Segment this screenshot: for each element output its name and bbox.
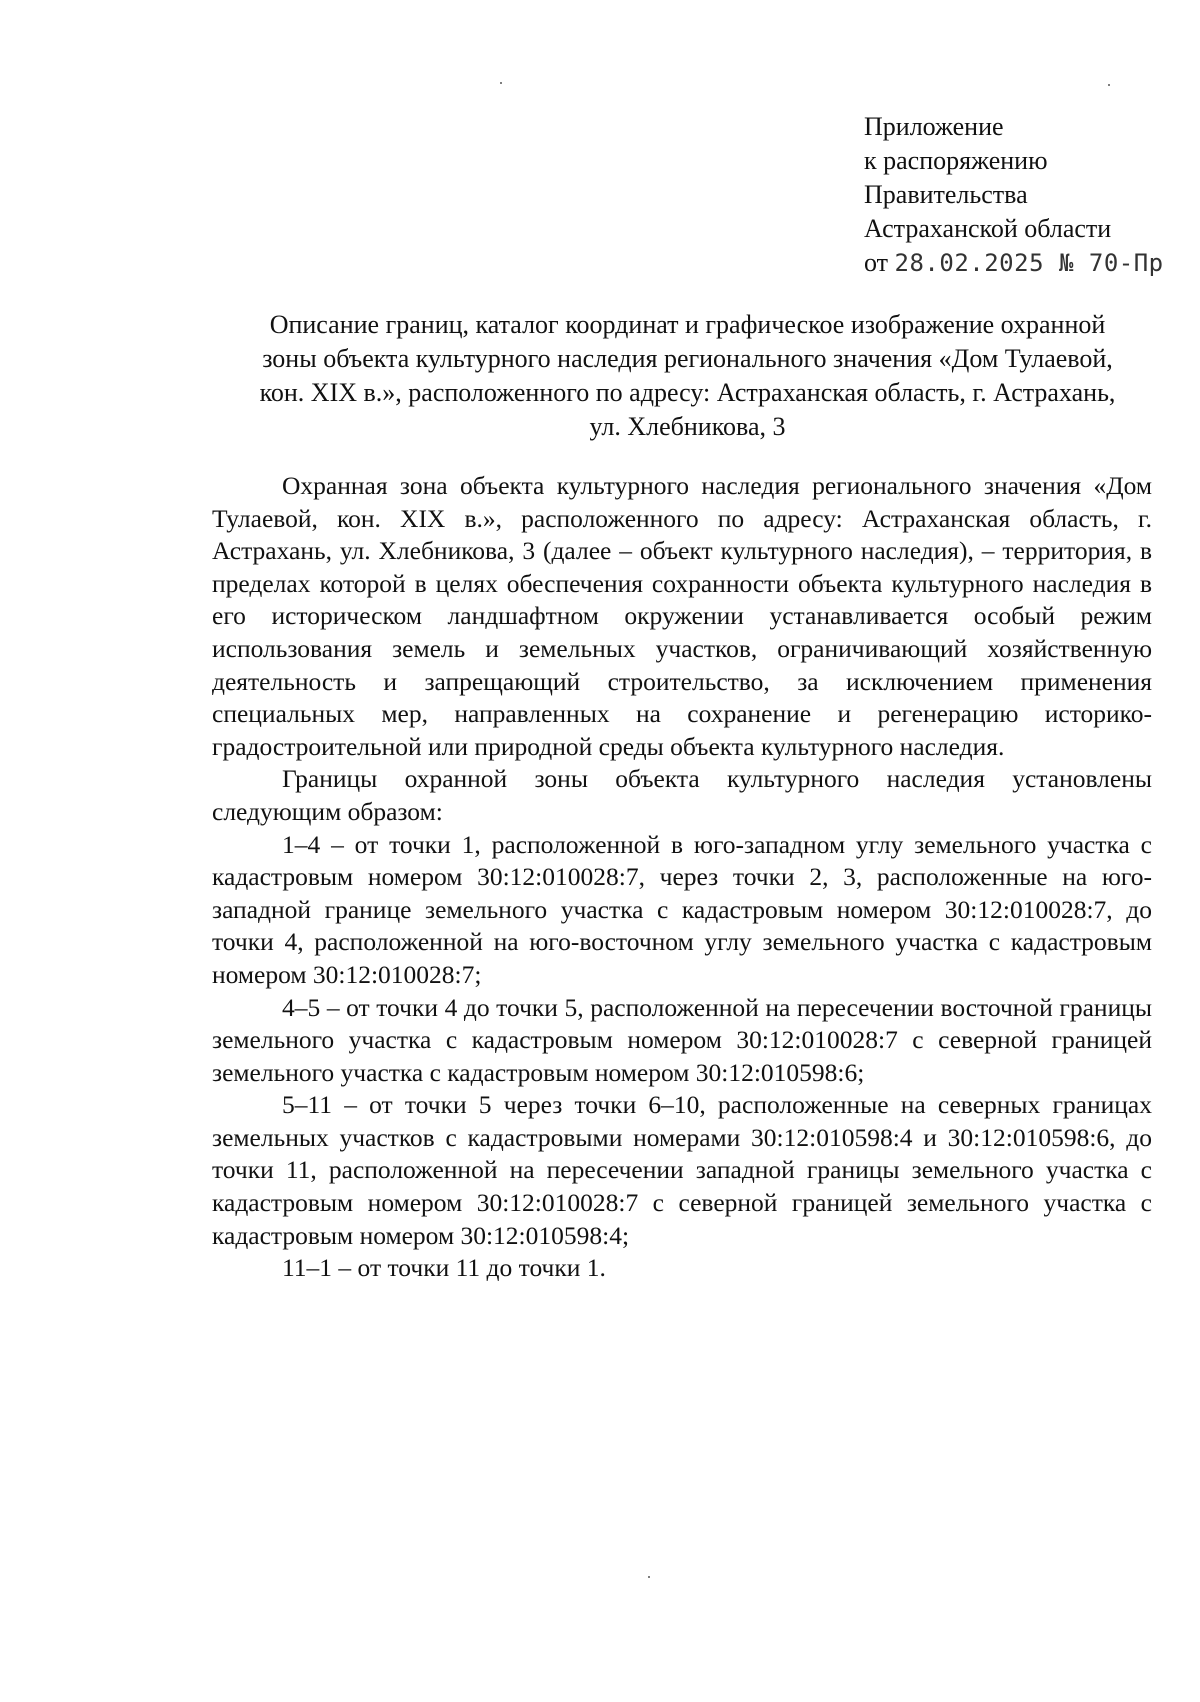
title-line: Описание границ, каталог координат и графическое изображение охранной	[269, 310, 1106, 339]
date-prefix: от	[864, 248, 889, 277]
appendix-line: Астраханской области	[864, 214, 1112, 243]
scan-speck	[500, 82, 502, 84]
document-title	[200, 308, 1175, 444]
title-line: кон. XIX в.», расположенного по адресу: Астраханская область, г. Астрахань,	[259, 378, 1116, 407]
document-body	[212, 470, 1152, 1285]
title-line: зоны объекта культурного наследия регионального значения «Дом Тулаевой,	[262, 344, 1113, 373]
scan-speck	[1108, 84, 1110, 86]
paragraph: 1–4 – от точки 1, расположенной в юго-западном углу земельного участка с кадастровым номером 30:12:010028:7, через точки 2, 3, расположенные на юго-западной границе земельного участка с кадастровым номером 30:12:010028:7, до точки 4, расположенной на юго-восточном углу земельного участка с кадастровым номером 30:12:010028:7;	[212, 829, 1152, 989]
paragraph: Охранная зона объекта культурного наследия регионального значения «Дом Тулаевой, кон. XIX в.», расположенного по адресу: Астраханская область, г. Астрахань, ул. Хлебникова, 3 (далее – объект культурного наследия), – территория, в пределах которой в целях обеспечения сохранности объекта культурного наследия в его историческом ландшафтном окружении устанавливается особый режим использования земель и земельных участков, ограничивающий хозяйственную деятельность и запрещающий строительство, за исключением применения специальных мер, направленных на сохранение и регенерацию историко-градостроительной или природной среды объекта культурного наследия.	[212, 471, 1152, 761]
date-stamp: 28.02.2025 № 70-Пр	[894, 249, 1164, 277]
title-line: ул. Хлебникова, 3	[589, 412, 786, 441]
paragraph: 4–5 – от точки 4 до точки 5, расположенной на пересечении восточной границы земельного участка с кадастровым номером 30:12:010028:7 с северной границей земельного участка с кадастровым номером 30:12:010598:6;	[212, 992, 1152, 1087]
scan-speck	[648, 1576, 650, 1578]
paragraph: Границы охранной зоны объекта культурного наследия установлены следующим образом:	[212, 764, 1152, 826]
paragraph: 11–1 – от точки 11 до точки 1.	[282, 1253, 606, 1283]
appendix-date-line	[864, 246, 1164, 280]
appendix-line: Приложение	[864, 112, 1004, 141]
paragraph: 5–11 – от точки 5 через точки 6–10, расположенные на северных границах земельных участков с кадастровыми номерами 30:12:010598:4 и 30:12:010598:6, до точки 11, расположенной на пересечении западной границы земельного участка с кадастровым номером 30:12:010028:7 с северной границей земельного участка с кадастровым номером 30:12:010598:4;	[212, 1090, 1152, 1250]
appendix-line: Правительства	[864, 180, 1028, 209]
appendix-header	[864, 110, 1164, 280]
appendix-line: к распоряжению	[864, 146, 1048, 175]
